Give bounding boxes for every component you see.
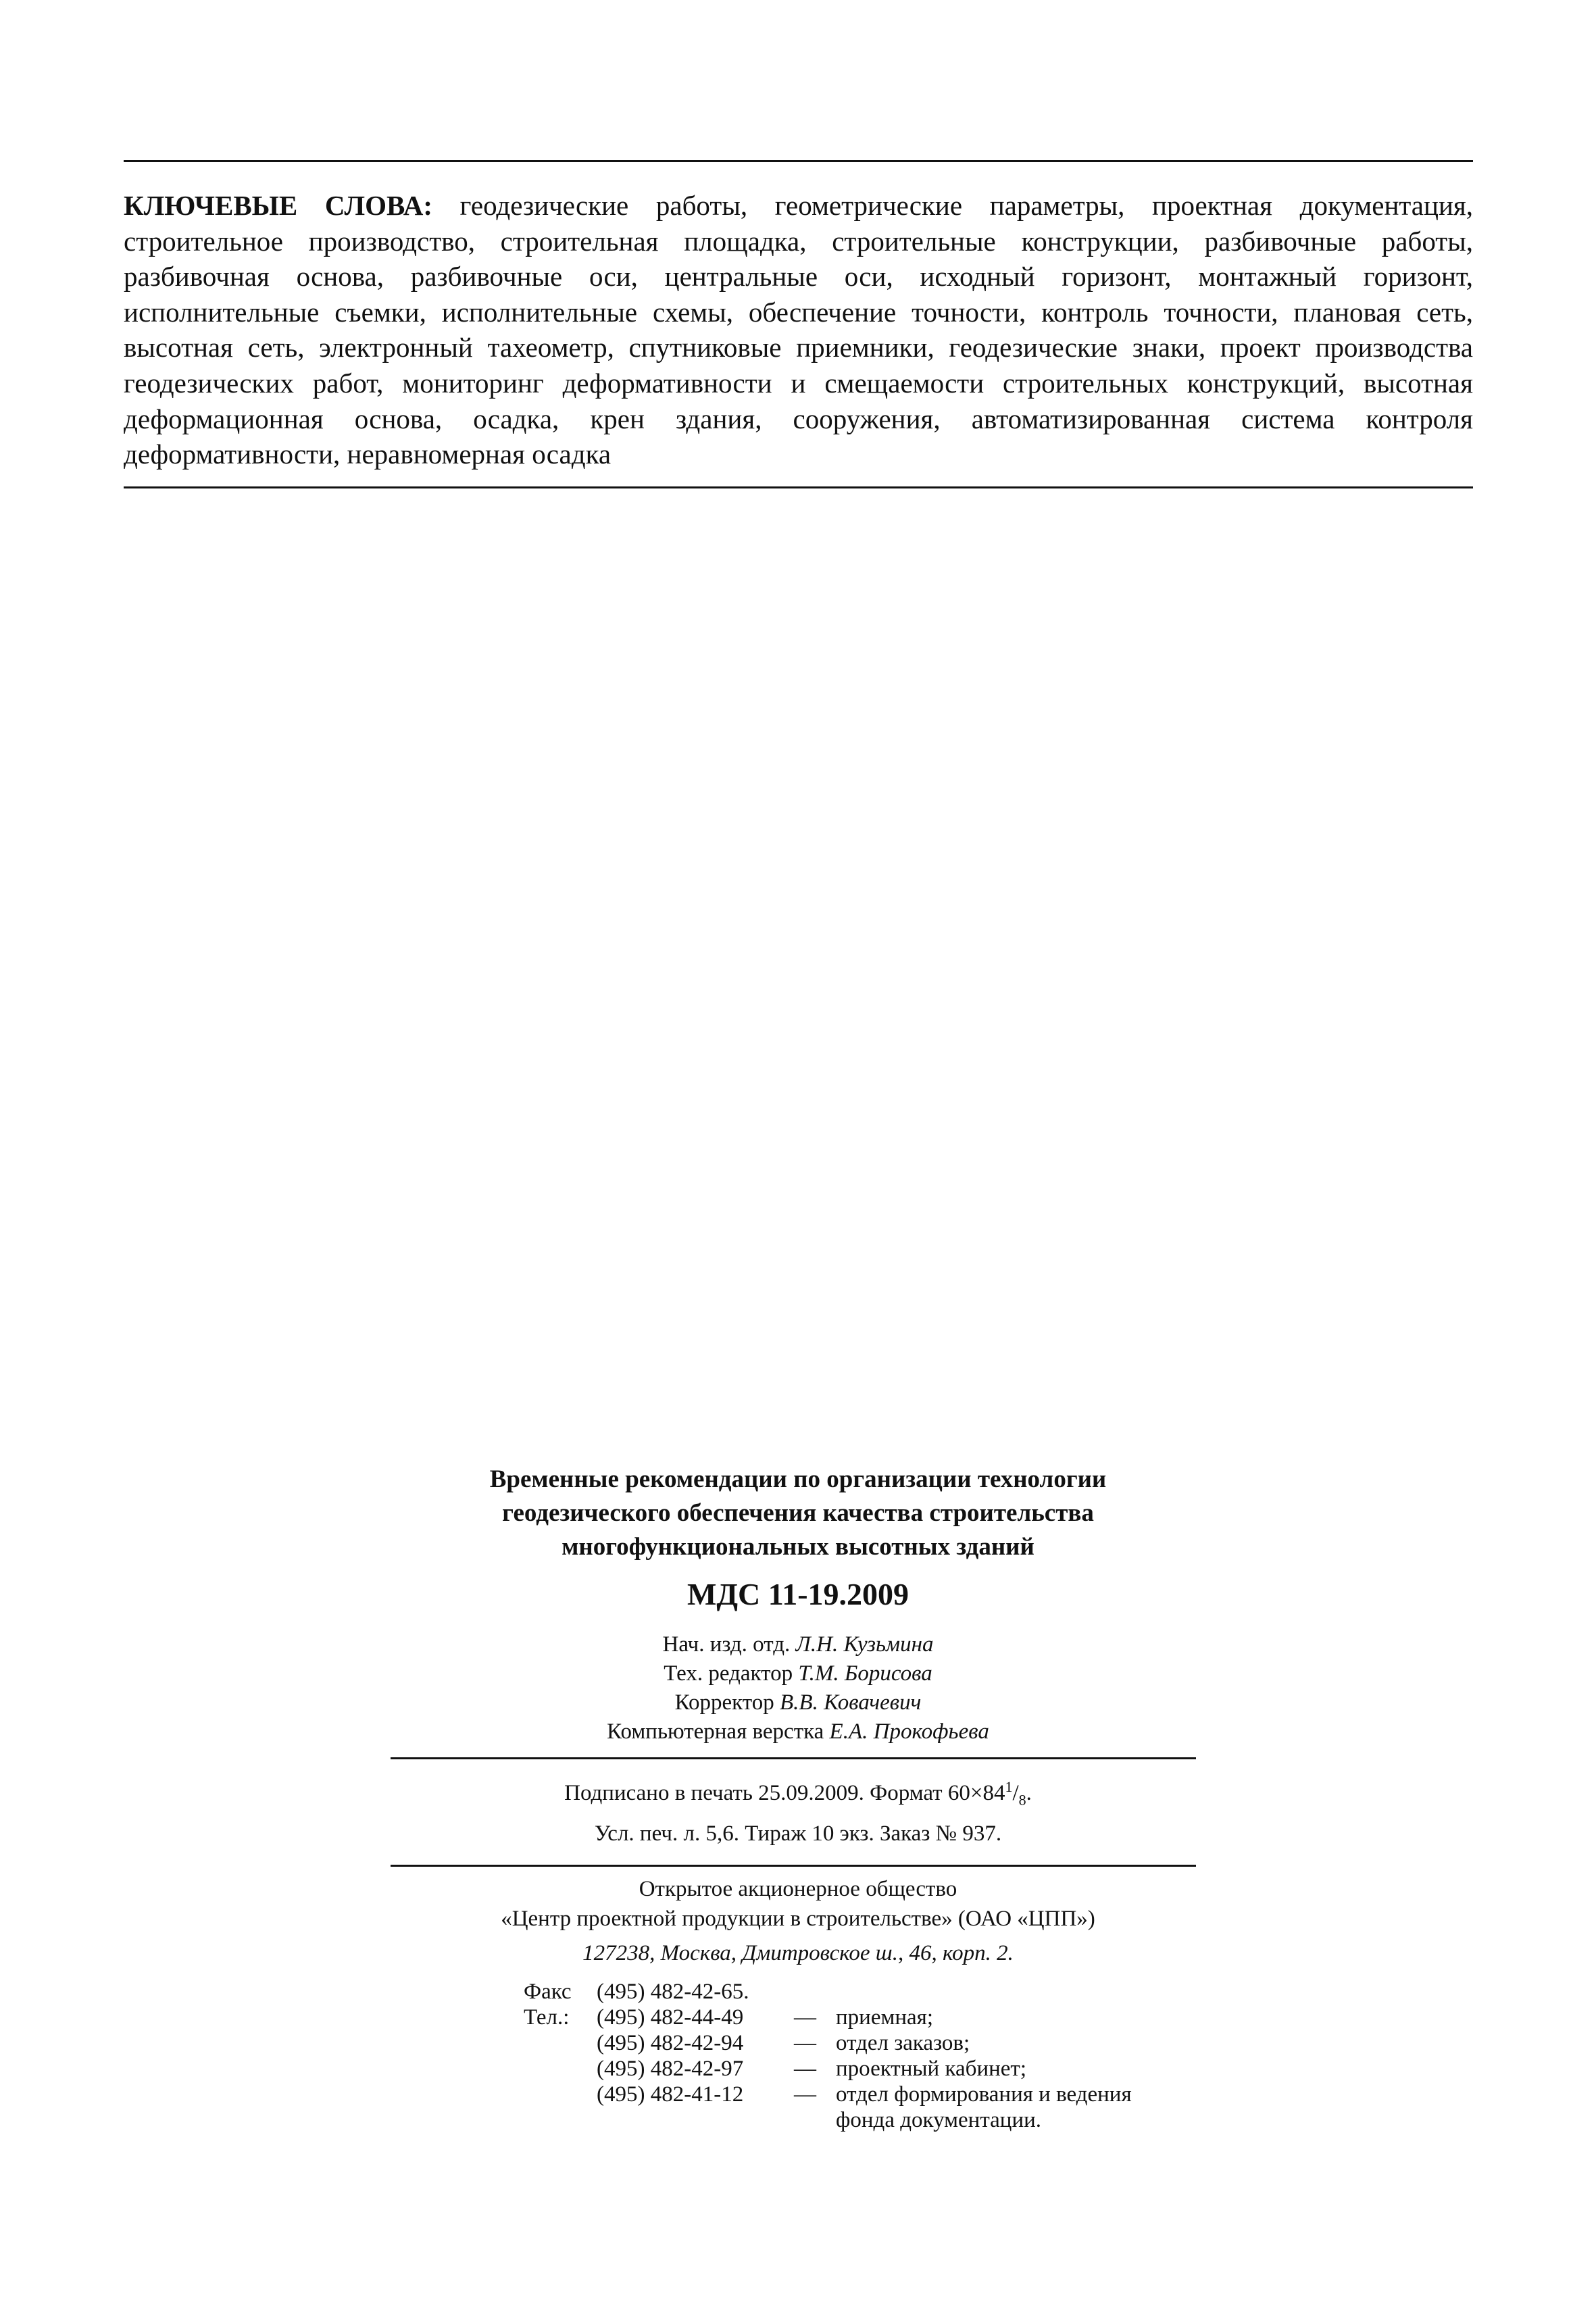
format-sub: 8 [1018, 1791, 1026, 1809]
contact-number: (495) 482-41-12 [597, 2082, 744, 2107]
contact-label: Тел.: [524, 2005, 570, 2030]
staff-name: Е.А. Прокофьева [829, 1719, 989, 1744]
document-code: МДС 11-19.2009 [687, 1577, 909, 1611]
staff-line [0, 1717, 1596, 1746]
colophon-rule-2 [391, 1865, 1196, 1867]
contact-dash: — [794, 2057, 816, 2081]
keywords-bottom-rule [124, 486, 1473, 488]
staff-name: Т.М. Борисова [798, 1661, 932, 1686]
contact-row [0, 2081, 1596, 2108]
contact-number: (495) 482-42-97 [597, 2057, 744, 2081]
colophon-rule-1 [391, 1757, 1196, 1759]
contact-row [0, 2030, 1596, 2057]
contact-desc: отдел заказов; [836, 2031, 970, 2055]
publication-title-line-1: Временные рекомендации по организации технологии [489, 1465, 1107, 1493]
staff-role: Компьютерная верстка [607, 1719, 824, 1744]
contact-row [0, 2055, 1596, 2082]
contact-desc: отдел формирования и ведения [836, 2082, 1132, 2107]
keywords-paragraph [124, 188, 1473, 472]
staff-line [0, 1630, 1596, 1659]
contact-dash: — [794, 2031, 816, 2055]
publisher-line-1: Открытое акционерное общество [639, 1877, 957, 1901]
contact-number: (495) 482-44-49 [597, 2005, 744, 2030]
format-sup: 1 [1005, 1778, 1013, 1795]
contact-label: Факс [524, 1980, 572, 2004]
contact-number: (495) 482-42-94 [597, 2031, 744, 2055]
publisher-line-2: «Центр проектной продукции в строительстве» (ОАО «ЦПП») [501, 1907, 1095, 1931]
staff-role: Нач. изд. отд. [662, 1632, 791, 1657]
contact-desc: фонда документации. [836, 2108, 1042, 2132]
keywords-text: геодезические работы, геометрические параметры, проектная документация, строительное производство, строительная площадка, строительные конструкции, разбивочные работы, разбивочная основа, разбивочные оси, центральные оси, исходный горизонт, монтажный горизонт, исполнительные съемки, исполнительные схемы, обеспечение точности, контроль точности, плановая сеть, высотная сеть, электронный тахеометр, спутниковые приемники, геодезические знаки, проект производства геодезических работ, мониторинг деформативности и смещаемости строительных конструкций, высотная деформационная основа, осадка, крен здания, сооружения, автоматизированная система контроля деформативности, неравномерная осадка [124, 190, 1473, 470]
contact-number: (495) 482-42-65. [597, 1980, 749, 2004]
contact-desc: проектный кабинет; [836, 2057, 1026, 2081]
keywords-label: КЛЮЧЕВЫЕ СЛОВА: [124, 190, 432, 221]
publisher-address [0, 1941, 1596, 1966]
staff-role: Тех. редактор [664, 1661, 793, 1686]
keywords-top-rule [124, 160, 1473, 162]
address-text: 127238, Москва, Дмитровское ш., 46, корп. 2. [582, 1941, 1014, 1965]
contact-row [0, 2107, 1596, 2134]
contact-row [0, 2004, 1596, 2031]
publication-title-line-3: многофункциональных высотных зданий [562, 1533, 1034, 1561]
print-info: Подписано в печать 25.09.2009. Формат $60\times 84^1/_8$. [564, 1778, 1032, 1809]
staff-line [0, 1688, 1596, 1717]
publication-title-line-2: геодезического обеспечения качества строительства [502, 1499, 1094, 1527]
contact-dash: — [794, 2082, 816, 2107]
staff-line [0, 1659, 1596, 1688]
print-info-2: Усл. печ. л. 5,6. Тираж 10 экз. Заказ № 937. [594, 1821, 1002, 1846]
staff-name: В.В. Ковачевич [780, 1690, 922, 1715]
staff-name: Л.Н. Кузьмина [795, 1632, 934, 1657]
print-info-text: Подписано в печать 25.09.2009. Формат 60×84 [564, 1781, 1005, 1805]
contact-dash: — [794, 2005, 816, 2030]
contact-desc: приемная; [836, 2005, 934, 2030]
contact-row [0, 1978, 1596, 2005]
format-end: . [1026, 1781, 1032, 1805]
staff-role: Корректор [674, 1690, 774, 1715]
